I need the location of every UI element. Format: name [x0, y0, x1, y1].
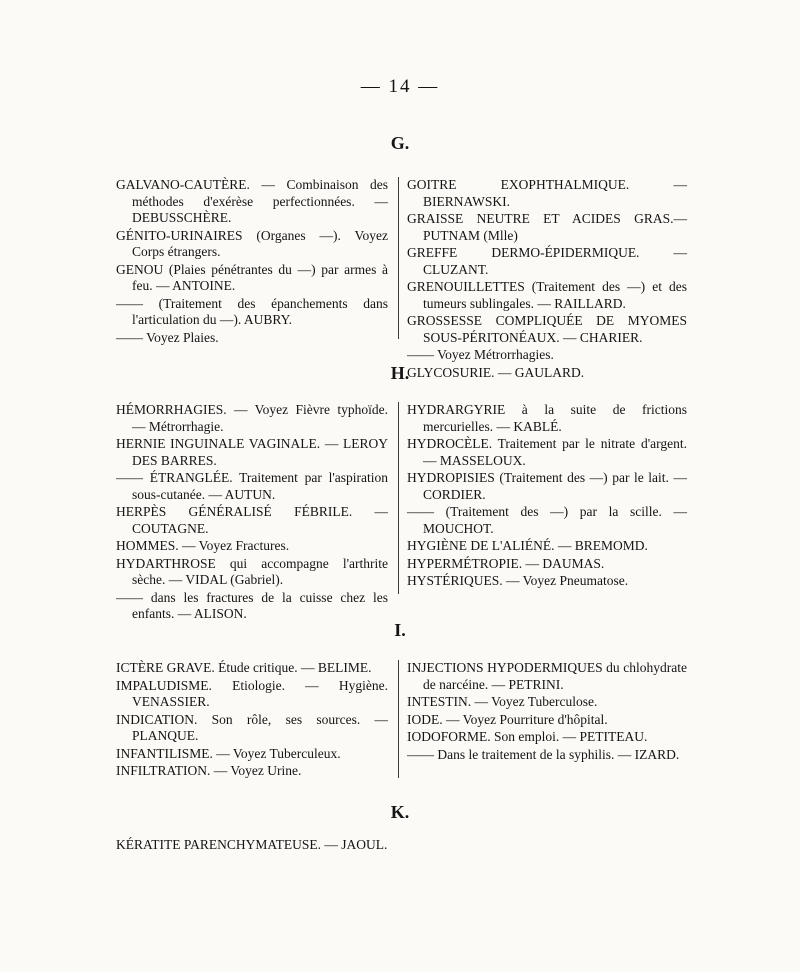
index-entry: HYPERMÉTROPIE. — DAUMAS.	[407, 555, 605, 571]
index-entry: GALVANO-CAUTÈRE. — Combinaison des méthodes d'exérèse perfectionnées. — DEBUSSCHÈRE.	[116, 177, 388, 225]
index-entry: IODOFORME. Son emploi. — PETITEAU.	[407, 729, 648, 744]
index-entry: HERNIE INGUINALE VAGINALE. — LEROY DES BARRES.	[116, 436, 388, 468]
index-entry: GENOU (Plaies pénétrantes du —) par armes à feu. — ANTOINE.	[116, 261, 388, 293]
index-entry: INFANTILISME. — Voyez Tuberculeux.	[116, 745, 341, 761]
column-divider	[398, 660, 399, 778]
page-number: — 14 —	[360, 76, 440, 97]
index-entry: GÉNITO-URINAIRES (Organes —). Voyez Corps étrangers.	[116, 227, 388, 259]
section-letter-g: G.	[390, 133, 410, 153]
column-divider	[398, 402, 399, 594]
section-letter-k: K.	[390, 802, 410, 822]
right-column	[407, 177, 687, 382]
index-entry: HYGIÈNE DE L'ALIÉNÉ. — BREMOMD.	[407, 538, 648, 553]
index-entry: GLYCOSURIE. — GAULARD.	[407, 364, 585, 380]
index-entry: —— Voyez Métrorrhagies.	[407, 347, 554, 362]
index-entry: HOMMES. — Voyez Fractures.	[116, 538, 290, 553]
index-entry: GRAISSE NEUTRE ET ACIDES GRAS.— PUTNAM (Mlle)	[407, 211, 687, 243]
left-column	[116, 177, 388, 347]
index-entry: —— Voyez Plaies.	[116, 329, 219, 345]
index-entry: IMPALUDISME. Etiologie. — Hygiène. VENASSIER.	[116, 677, 388, 709]
column-divider	[398, 177, 399, 339]
section-letter-h: H.	[390, 363, 410, 383]
index-entry: INJECTIONS HYPODERMIQUES du chlohydrate de narcéine. — PETRINI.	[407, 660, 687, 692]
index-entry: HYDRARGYRIE à la suite de frictions mercurielles. — KABLÉ.	[407, 402, 687, 434]
index-entry: HERPÈS GÉNÉRALISÉ FÉBRILE. — COUTAGNE.	[116, 504, 388, 536]
index-entry: HYDROCÈLE. Traitement par le nitrate d'argent. — MASSELOUX.	[407, 436, 687, 468]
index-entry: ICTÈRE GRAVE. Étude critique. — BELIME.	[116, 660, 372, 675]
index-entry: HÉMORRHAGIES. — Voyez Fièvre typhoïde. — Métrorrhagie.	[116, 402, 388, 434]
index-entry: IODE. — Voyez Pourriture d'hôpital.	[407, 711, 608, 727]
left-column	[116, 837, 416, 855]
index-entry: HYDROPISIES (Traitement des —) par le lait. — CORDIER.	[407, 470, 687, 502]
index-entry: GREFFE DERMO-ÉPIDERMIQUE. — CLUZANT.	[407, 245, 687, 277]
right-column	[407, 660, 687, 764]
left-column	[116, 402, 388, 624]
index-entry: INDICATION. Son rôle, ses sources. — PLANQUE.	[116, 711, 388, 743]
index-entry: —— dans les fractures de la cuisse chez les enfants. — ALISON.	[116, 589, 388, 621]
index-entry: HYDARTHROSE qui accompagne l'arthrite sèche. — VIDAL (Gabriel).	[116, 555, 388, 587]
index-entry: KÉRATITE PARENCHYMATEUSE. — JAOUL.	[116, 837, 388, 852]
right-column	[407, 402, 687, 591]
index-entry: INFILTRATION. — Voyez Urine.	[116, 763, 302, 778]
left-column	[116, 660, 388, 781]
index-entry: —— Dans le traitement de la syphilis. — IZARD.	[407, 746, 680, 762]
index-entry: GOITRE EXOPHTHALMIQUE. — BIERNAWSKI.	[407, 177, 687, 209]
index-entry: —— (Traitement des épanchements dans l'articulation du —). AUBRY.	[116, 295, 388, 327]
section-letter-i: I.	[394, 620, 406, 640]
index-entry: HYSTÉRIQUES. — Voyez Pneumatose.	[407, 573, 629, 588]
index-entry: GRENOUILLETTES (Traitement des —) et des tumeurs sublingales. — RAILLARD.	[407, 279, 687, 311]
index-entry: —— (Traitement des —) par la scille. — MOUCHOT.	[407, 504, 687, 536]
index-entry: GROSSESSE COMPLIQUÉE DE MYOMES SOUS-PÉRITONÉAUX. — CHARIER.	[407, 313, 687, 345]
index-entry: INTESTIN. — Voyez Tuberculose.	[407, 694, 598, 709]
index-entry: —— ÉTRANGLÉE. Traitement par l'aspiration sous-cutanée. — AUTUN.	[116, 470, 388, 502]
